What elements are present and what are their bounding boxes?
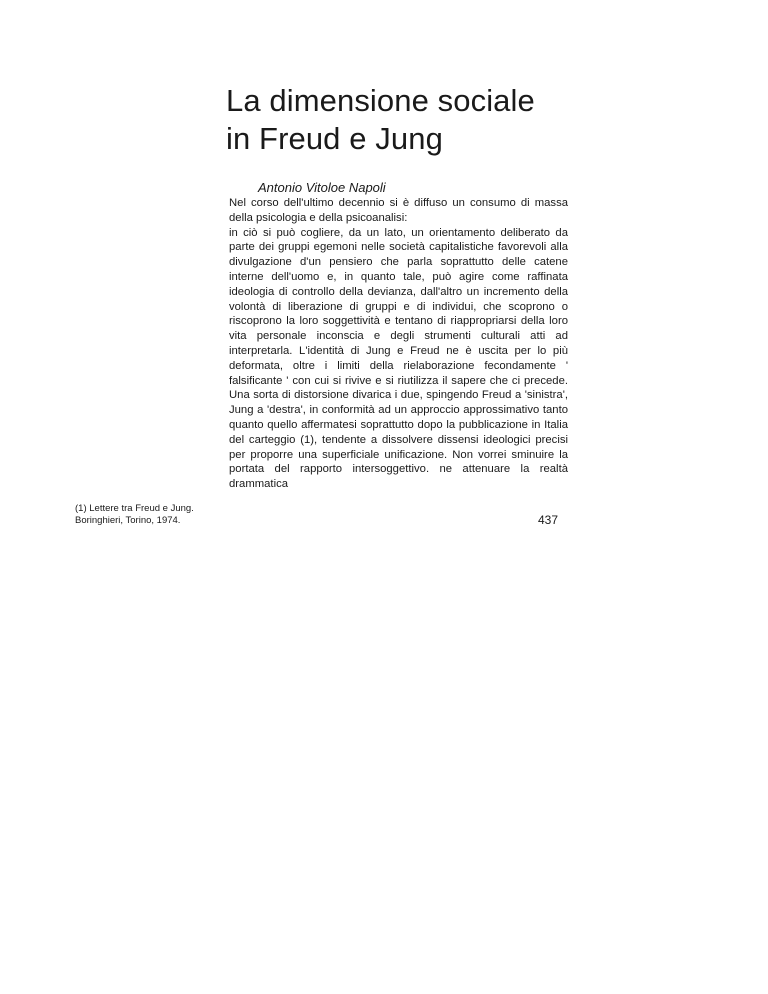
body-paragraph-intro: Nel corso dell'ultimo decennio si è diffuso un consumo di massa della psicologia e della psicoanalisi: bbox=[229, 197, 568, 224]
footnote bbox=[75, 503, 235, 527]
page-number: 437 bbox=[538, 513, 559, 527]
author-name: Antonio Vitoloe Napoli bbox=[258, 180, 386, 195]
body-paragraph-main: in ciò si può cogliere, da un lato, un orientamento deliberato da parte dei gruppi egemoni nelle società capitalistiche favorevoli alla divulgazione d'un pensiero che parla soprattutto delle catene interne dell'uomo e, in quanto tale, può agire come raffinata ideologia di controllo della devianza, dall'altro un incremento della volontà di liberazione di gruppi e di individui, che scoprono o riscoprono la loro soggettività e tentano di riappropriarsi della loro vita personale inconscia e degli strumenti culturali atti ad interpretarla. L'identità di Jung e Freud ne è uscita per lo più deformata, oltre i limiti della rielaborazione fecondamente ' falsificante ' con cui si rivive e si riutilizza il sapere che ci precede. Una sorta di distorsione divarica i due, spingendo Freud a 'sinistra', Jung a 'destra', in conformità ad un approccio approssimativo tanto quanto quello affermatesi soprattutto dopo la pubblicazione in Italia del carteggio (1), tendente a dissolvere dissensi ideologici precisi per proporre una superficiale unificazione. Non vorrei sminuire la portata del rapporto intersoggettivo. ne attenuare la realtà drammatica bbox=[229, 226, 568, 491]
footnote-line-2: Boringhieri, Torino, 1974. bbox=[75, 515, 181, 526]
title-line-2: in Freud e Jung bbox=[226, 121, 443, 156]
title-line-1: La dimensione sociale bbox=[226, 83, 535, 118]
article-title bbox=[226, 82, 626, 158]
footnote-line-1: (1) Lettere tra Freud e Jung. bbox=[75, 503, 194, 514]
article-body bbox=[229, 196, 568, 492]
